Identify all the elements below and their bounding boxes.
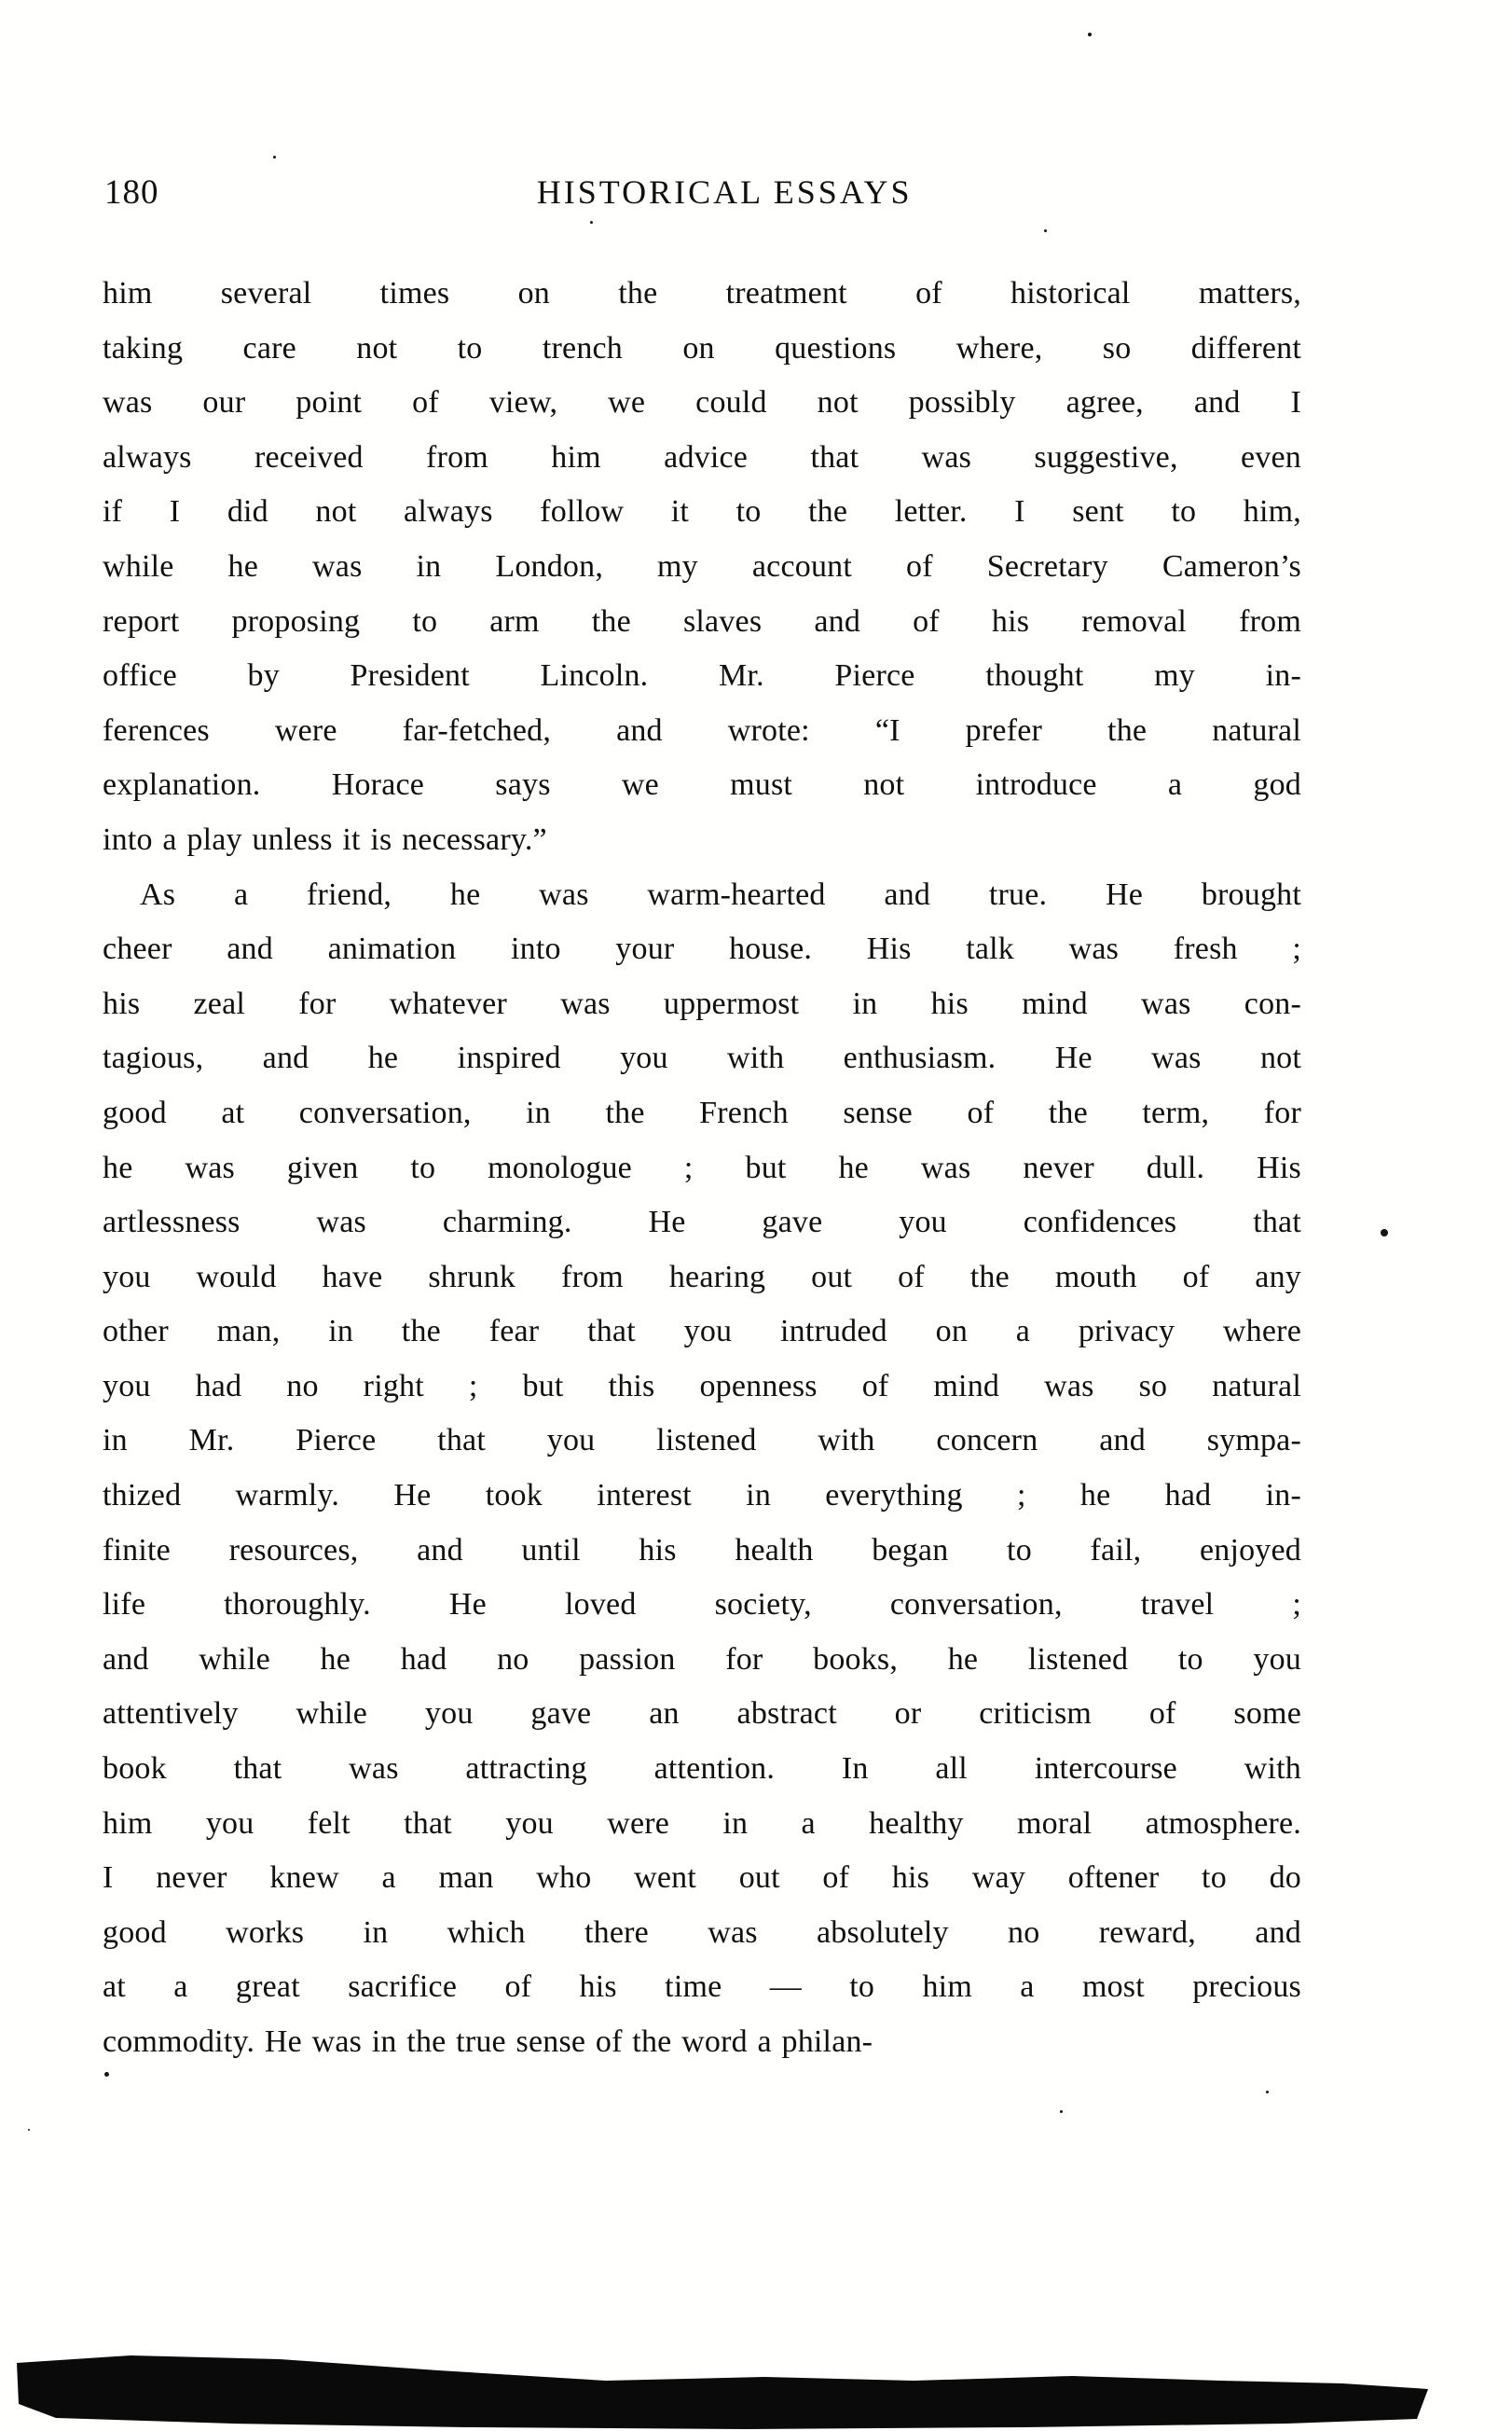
ink-speck bbox=[28, 2129, 30, 2131]
text-line: report proposing to arm the slaves and of his removal from bbox=[103, 603, 1301, 639]
text-line: always received from him advice that was suggestive, even bbox=[103, 439, 1301, 475]
text-line: finite resources, and until his health began to fail, enjoyed bbox=[103, 1532, 1301, 1568]
text-line: As a friend, he was warm-hearted and true. He brought bbox=[140, 877, 1301, 912]
page-number: 180 bbox=[104, 173, 159, 212]
text-line: taking care not to trench on questions where, so different bbox=[103, 330, 1301, 366]
text-line: tagious, and he inspired you with enthusiasm. He was not bbox=[103, 1041, 1301, 1076]
text-line: his zeal for whatever was uppermost in his mind was con- bbox=[103, 986, 1301, 1021]
text-line: attentively while you gave an abstract or criticism of some bbox=[103, 1696, 1301, 1732]
ink-speck bbox=[1060, 2110, 1063, 2113]
text-line: good at conversation, in the French sense of the term, for bbox=[103, 1095, 1301, 1130]
text-line: while he was in London, my account of Secretary Cameron’s bbox=[103, 548, 1301, 584]
text-line: book that was attracting attention. In all intercourse with bbox=[103, 1751, 1301, 1787]
page-text bbox=[103, 267, 1301, 2070]
text-line: in Mr. Pierce that you listened with concern and sympa- bbox=[103, 1423, 1301, 1458]
ink-speck bbox=[1381, 1229, 1388, 1236]
text-line: him you felt that you were in a healthy moral atmosphere. bbox=[103, 1805, 1301, 1841]
text-line: office by President Lincoln. Mr. Pierce thought my in- bbox=[103, 658, 1301, 694]
paragraph bbox=[103, 267, 1301, 868]
text-line: he was given to monologue ; but he was never dull. His bbox=[103, 1150, 1301, 1185]
text-line: commodity. He was in the true sense of the word a philan- bbox=[103, 2024, 873, 2059]
ink-speck bbox=[1266, 2091, 1269, 2093]
text-line: if I did not always follow it to the letter. I sent to him, bbox=[103, 494, 1301, 530]
text-line: was our point of view, we could not possibly agree, and I bbox=[103, 385, 1301, 421]
text-line: I never knew a man who went out of his way oftener to do bbox=[103, 1860, 1301, 1896]
running-title: HISTORICAL ESSAYS bbox=[536, 173, 913, 211]
text-line: you had no right ; but this openness of mind was so natural bbox=[103, 1368, 1301, 1403]
text-line: at a great sacrifice of his time — to him a most precious bbox=[103, 1969, 1301, 2005]
text-line: thized warmly. He took interest in everything ; he had in- bbox=[103, 1478, 1301, 1513]
text-line: artlessness was charming. He gave you confidences that bbox=[103, 1205, 1301, 1240]
ink-speck bbox=[104, 2072, 109, 2077]
text-line: ferences were far-fetched, and wrote: “I prefer the natural bbox=[103, 712, 1301, 748]
text-line: other man, in the fear that you intruded on a privacy where bbox=[103, 1314, 1301, 1349]
text-line: him several times on the treatment of historical matters, bbox=[103, 276, 1301, 311]
text-line: cheer and animation into your house. His talk was fresh ; bbox=[103, 932, 1301, 967]
text-line: explanation. Horace says we must not introduce a god bbox=[103, 767, 1301, 803]
text-line: and while he had no passion for books, he listened to you bbox=[103, 1641, 1301, 1677]
text-column bbox=[103, 173, 1301, 2070]
text-line: you would have shrunk from hearing out of the mouth of any bbox=[103, 1259, 1301, 1294]
paragraph bbox=[103, 868, 1301, 2070]
text-line: into a play unless it is necessary.” bbox=[103, 822, 547, 857]
ink-speck bbox=[273, 156, 276, 159]
text-line: good works in which there was absolutely no reward, and bbox=[103, 1914, 1301, 1950]
running-header bbox=[103, 173, 1301, 214]
text-line: life thoroughly. He loved society, conversation, travel ; bbox=[103, 1587, 1301, 1623]
ink-speck bbox=[1088, 33, 1092, 36]
